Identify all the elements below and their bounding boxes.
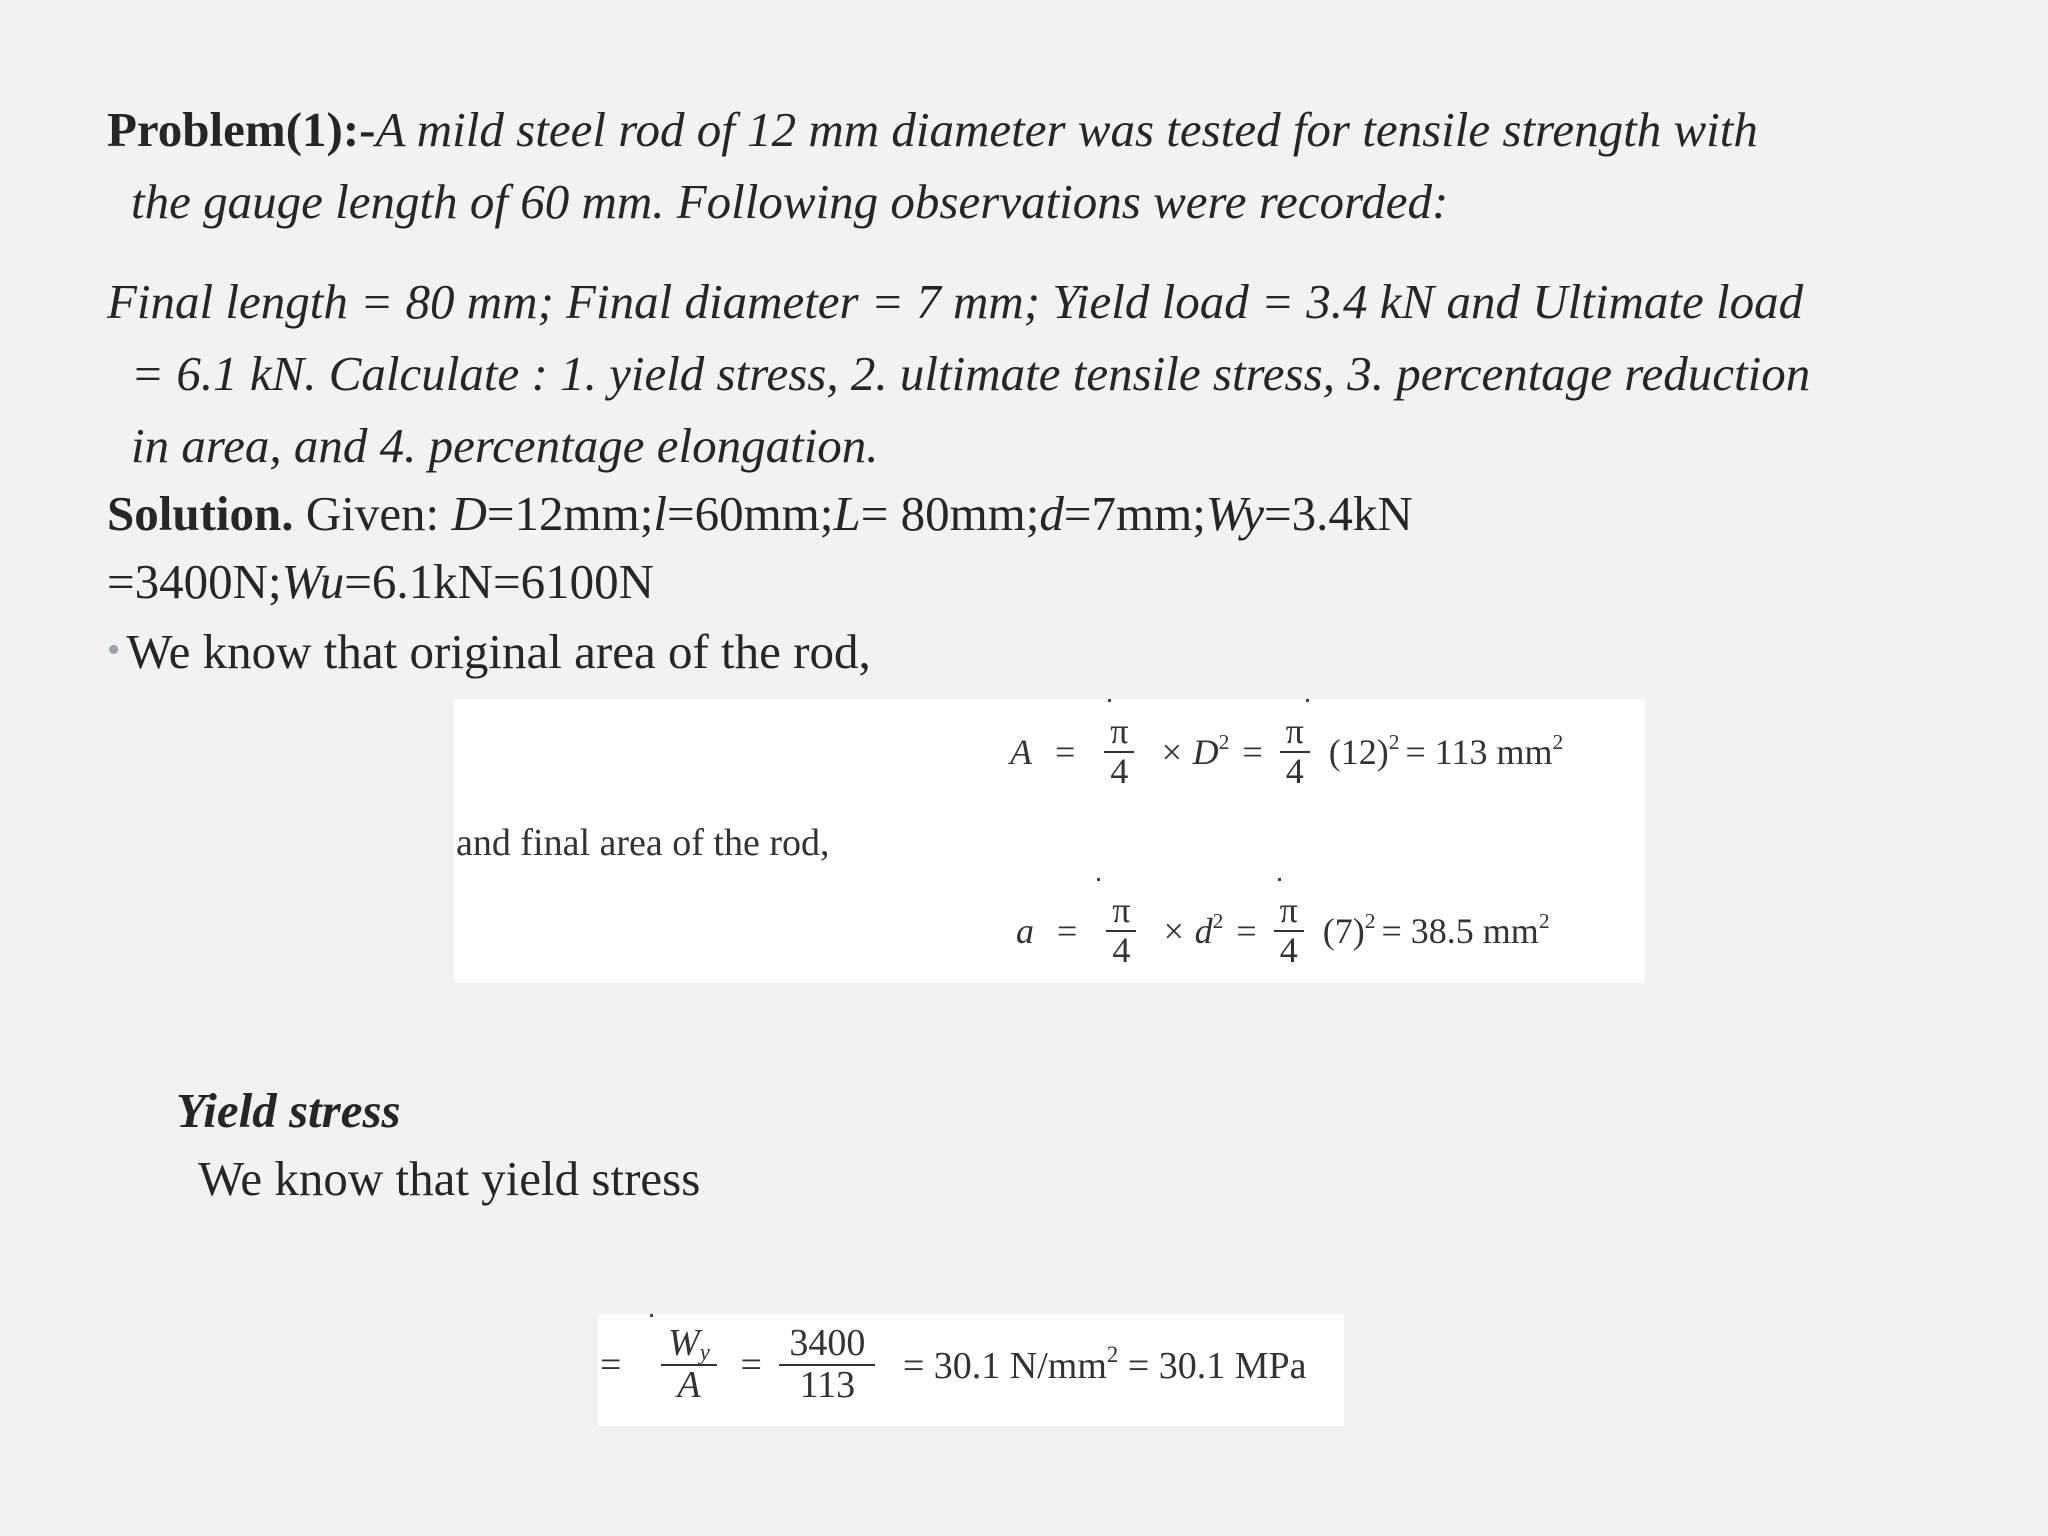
yield-stress-heading: Yield stress (176, 1083, 401, 1138)
squared: 2 (1538, 909, 1550, 934)
A-result-value: = 113 mm (1405, 732, 1553, 773)
four-denominator: 4 (1106, 930, 1136, 970)
pi-over-4-fraction (1104, 713, 1134, 791)
squared: 2 (1218, 730, 1230, 755)
a-result-base: (7) (1322, 911, 1365, 952)
dot-mark (1306, 699, 1309, 702)
final-area-equation (1016, 892, 1550, 970)
A-var: A (1010, 731, 1032, 772)
problem-label: Problem(1):- (107, 102, 376, 157)
var-D: D (451, 486, 487, 541)
original-area-equation (1010, 713, 1563, 791)
problem-line-2: the gauge length of 60 mm. Following observations were recorded: (131, 174, 1449, 229)
four-denominator: 4 (1104, 751, 1134, 791)
var-l: l (653, 486, 667, 541)
yield-stress-equation (598, 1324, 1307, 1406)
W-var: W (668, 1322, 700, 1364)
pi-numerator: π (1285, 711, 1304, 751)
Wy-over-A-fraction (661, 1324, 717, 1406)
solution-label: Solution. (107, 486, 294, 541)
A-denominator (661, 1364, 717, 1406)
val-3400N: =3400N; (107, 554, 282, 609)
yield-stress-text: We know that yield stress (198, 1151, 701, 1206)
dot-mark (650, 1314, 653, 1317)
solution-bullet-line (107, 618, 871, 690)
bullet-text: We know that original area of the rod, (126, 624, 871, 679)
y-subscript: y (699, 1339, 710, 1365)
var-Wy: Wy (1205, 486, 1264, 541)
3400-over-113-fraction (779, 1324, 875, 1406)
equals-sign: = (600, 1344, 622, 1387)
val-Wy: =3.4kN (1263, 486, 1413, 541)
equals-sign: = (1055, 731, 1076, 772)
A-var: A (677, 1364, 701, 1407)
problem-line-4: = 6.1 kN. Calculate : 1. yield stress, 2. ultimate tensile stress, 3. percentage reduction (131, 346, 1811, 401)
squared: 2 (1212, 909, 1224, 934)
pi-numerator: π (1112, 890, 1131, 930)
val-d: =7mm; (1063, 486, 1206, 541)
A-result (1329, 730, 1564, 773)
val-D: =12mm; (486, 486, 654, 541)
problem-paragraph (107, 94, 1907, 238)
3400-numerator: 3400 (789, 1322, 866, 1365)
times-D-group (1159, 730, 1229, 773)
result-MPa: = 30.1 MPa (1127, 1345, 1307, 1388)
equals-sign: = (1057, 910, 1078, 951)
problem-line-5: in area, and 4. percentage elongation. (131, 418, 879, 473)
final-area-text: and final area of the rod, (456, 822, 830, 864)
squared: 2 (1364, 909, 1376, 934)
four-denominator: 4 (1274, 930, 1304, 970)
var-Wu: Wu (281, 554, 345, 609)
four-denominator: 4 (1280, 751, 1310, 791)
a-var: a (1016, 910, 1034, 951)
dot-mark (1097, 878, 1100, 881)
a-result (1323, 909, 1550, 952)
var-L: L (833, 486, 861, 541)
a-result-value: = 38.5 mm (1381, 911, 1539, 952)
squared: 2 (1388, 730, 1400, 755)
yield-result (903, 1342, 1307, 1388)
Wy-numerator (661, 1324, 717, 1364)
solution-line-1 (107, 480, 1413, 548)
solution-line-2 (107, 548, 654, 616)
dot-mark (1108, 699, 1111, 702)
113-denominator: 113 (779, 1364, 875, 1406)
area-equations-box (454, 699, 1645, 983)
times-d: × d (1161, 911, 1213, 952)
pi-numerator: π (1279, 890, 1298, 930)
A-result-base: (12) (1328, 732, 1389, 773)
problem-line-1: A mild steel rod of 12 mm diameter was tested for tensile strength with (375, 102, 1758, 157)
equals-sign: = (1242, 731, 1263, 772)
result-Nmm: = 30.1 N/mm (902, 1345, 1107, 1388)
bullet-icon: • (107, 629, 121, 671)
dot-mark (1278, 878, 1281, 881)
var-d: d (1039, 486, 1064, 541)
problem-line-3: Final length = 80 mm; Final diameter = 7 mm; Yield load = 3.4 kN and Ultimate load (107, 274, 1804, 329)
times-D: × D (1159, 732, 1219, 773)
observations-paragraph (107, 266, 1907, 482)
squared: 2 (1106, 1342, 1119, 1368)
yield-stress-equation-box (598, 1314, 1344, 1426)
pi-over-4-fraction (1274, 892, 1304, 970)
squared: 2 (1552, 730, 1564, 755)
equals-sign: = (740, 1344, 762, 1387)
val-Wu: =6.1kN=6100N (344, 554, 655, 609)
val-L: = 80mm; (860, 486, 1040, 541)
equals-sign: = (1236, 910, 1257, 951)
times-d-group (1161, 909, 1223, 952)
pi-numerator: π (1110, 711, 1129, 751)
pi-over-4-fraction (1106, 892, 1136, 970)
given-label: Given: (305, 486, 440, 541)
val-l: =60mm; (666, 486, 834, 541)
pi-over-4-fraction (1280, 713, 1310, 791)
